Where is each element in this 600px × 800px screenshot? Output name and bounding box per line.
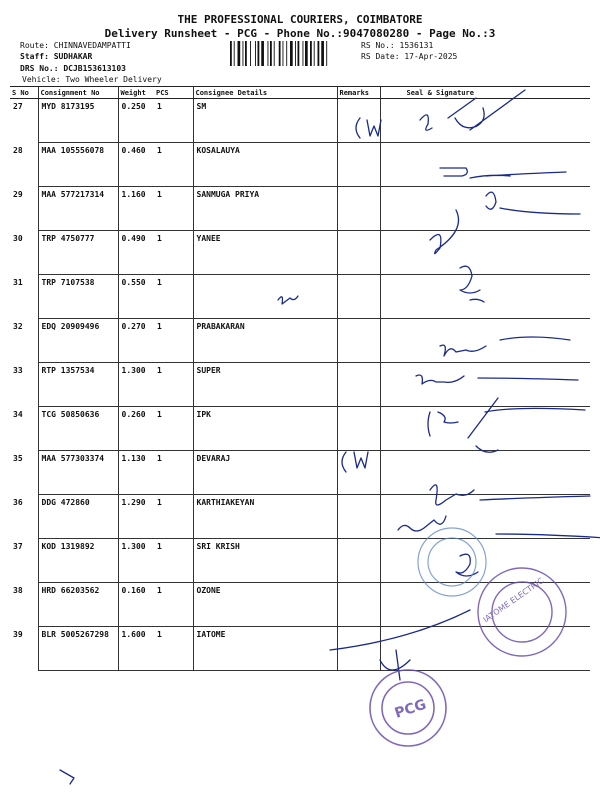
row-consignee: OZONE xyxy=(193,583,337,627)
row-consignee: SM xyxy=(193,99,337,143)
row-weight: 0.250 xyxy=(118,99,154,143)
stamp-iatome-text: IATOME ELECTRIC xyxy=(481,576,546,625)
row-consignment: RTP 1357534 xyxy=(38,363,118,407)
row-weight: 0.270 xyxy=(118,319,154,363)
col-consignee: Consignee Details xyxy=(193,87,337,99)
table-row xyxy=(10,583,590,627)
table-row xyxy=(10,451,590,495)
row-sno: 36 xyxy=(13,497,23,507)
row-seal xyxy=(380,275,590,319)
document-title: THE PROFESSIONAL COURIERS, COIMBATORE xyxy=(177,13,423,26)
rs-date-line xyxy=(361,52,457,61)
row-remarks xyxy=(337,99,380,143)
row-pcs: 1 xyxy=(154,539,193,583)
barcode-bar xyxy=(268,41,269,66)
barcode-bar xyxy=(245,41,247,66)
row-pcs: 1 xyxy=(154,99,193,143)
col-pcs: PCS xyxy=(154,87,193,99)
mark-bottom-left xyxy=(60,770,74,784)
barcode-bar xyxy=(238,41,241,66)
row-sno: 28 xyxy=(13,145,23,155)
stamp-pcg xyxy=(370,670,446,746)
row-sno: 31 xyxy=(13,277,23,287)
barcode-bar xyxy=(318,41,320,66)
row-remarks xyxy=(337,187,380,231)
row-consignment: EDQ 20909496 xyxy=(38,319,118,363)
row-consignee: KOSALAUYA xyxy=(193,143,337,187)
row-pcs: 1 xyxy=(154,627,193,671)
table-row xyxy=(10,363,590,407)
barcode-bar xyxy=(310,41,312,66)
row-sno: 29 xyxy=(13,189,23,199)
barcode-bar xyxy=(283,41,284,66)
row-consignment: TRP 7107538 xyxy=(38,275,118,319)
vehicle-label: Vehicle: xyxy=(22,75,61,84)
route-label: Route: xyxy=(20,41,49,50)
row-weight: 1.300 xyxy=(118,539,154,583)
row-sno: 39 xyxy=(13,629,23,639)
table-row xyxy=(10,275,590,319)
row-seal xyxy=(380,99,590,143)
row-remarks xyxy=(337,275,380,319)
staff-line xyxy=(20,52,92,61)
row-weight: 1.300 xyxy=(118,363,154,407)
barcode xyxy=(230,41,356,66)
row-pcs: 1 xyxy=(154,143,193,187)
barcode-bar xyxy=(326,41,327,66)
row-weight: 1.130 xyxy=(118,451,154,495)
table-row xyxy=(10,143,590,187)
row-pcs: 1 xyxy=(154,275,193,319)
row-remarks xyxy=(337,407,380,451)
row-seal xyxy=(380,231,590,275)
row-remarks xyxy=(337,583,380,627)
row-seal xyxy=(380,363,590,407)
barcode-bar xyxy=(270,41,272,66)
row-weight: 1.600 xyxy=(118,627,154,671)
barcode-bar xyxy=(286,41,287,66)
barcode-bar xyxy=(321,41,324,66)
row-seal xyxy=(380,583,590,627)
row-sno: 35 xyxy=(13,453,23,463)
row-weight: 0.490 xyxy=(118,231,154,275)
row-pcs: 1 xyxy=(154,319,193,363)
col-seal: Seal & Signature xyxy=(380,87,590,99)
drs-line xyxy=(20,64,126,73)
row-pcs: 1 xyxy=(154,407,193,451)
row-weight: 0.460 xyxy=(118,143,154,187)
row-seal xyxy=(380,407,590,451)
row-consignment: BLR 5005267298 xyxy=(38,627,118,671)
row-remarks xyxy=(337,363,380,407)
barcode-bar xyxy=(298,41,300,66)
row-consignment: MAA 577303374 xyxy=(38,451,118,495)
vehicle-line xyxy=(22,75,162,84)
barcode-bar xyxy=(303,41,304,66)
row-consignment: MAA 105556078 xyxy=(38,143,118,187)
row-consignment: TRP 4750777 xyxy=(38,231,118,275)
col-consignment: Consignment No xyxy=(38,87,118,99)
row-seal xyxy=(380,319,590,363)
barcode-bar xyxy=(250,41,251,66)
row-consignee: KARTHIAKEYAN xyxy=(193,495,337,539)
route-value: CHINNAVEDAMPATTI xyxy=(53,41,131,50)
barcode-bar xyxy=(243,41,244,66)
row-consignment: MAA 577217314 xyxy=(38,187,118,231)
row-seal xyxy=(380,627,590,671)
row-seal xyxy=(380,187,590,231)
barcode-bar xyxy=(255,41,256,66)
barcode-bar xyxy=(305,41,308,66)
col-weight: Weight xyxy=(118,87,154,99)
table-row xyxy=(10,319,590,363)
row-consignee: IATOME xyxy=(193,627,337,671)
route-line xyxy=(20,41,131,50)
col-remarks: Remarks xyxy=(337,87,380,99)
row-consignment: HRD 66203562 xyxy=(38,583,118,627)
barcode-bar xyxy=(230,41,232,66)
row-consignment: KOD 1319892 xyxy=(38,539,118,583)
barcode-bar xyxy=(234,41,235,66)
row-consignee xyxy=(193,275,337,319)
table-header-row xyxy=(10,87,590,99)
table-row xyxy=(10,627,590,671)
table-row xyxy=(10,187,590,231)
row-sno: 30 xyxy=(13,233,23,243)
row-consignee: SRI KRISH xyxy=(193,539,337,583)
row-consignment: MYD 8173195 xyxy=(38,99,118,143)
row-consignment: TCG 50850636 xyxy=(38,407,118,451)
row-sno: 33 xyxy=(13,365,23,375)
row-remarks xyxy=(337,231,380,275)
rs-no-value: 1536131 xyxy=(399,41,434,50)
row-consignee: YANEE xyxy=(193,231,337,275)
row-seal xyxy=(380,539,590,583)
row-remarks xyxy=(337,319,380,363)
rs-no-line xyxy=(361,41,433,50)
row-seal xyxy=(380,451,590,495)
row-sno: 32 xyxy=(13,321,23,331)
row-weight: 0.260 xyxy=(118,407,154,451)
barcode-bar xyxy=(274,41,275,66)
row-remarks xyxy=(337,495,380,539)
rs-date-label: RS Date: xyxy=(361,52,400,61)
row-weight: 1.160 xyxy=(118,187,154,231)
row-consignee: DEVARAJ xyxy=(193,451,337,495)
table-row xyxy=(10,99,590,143)
row-remarks xyxy=(337,143,380,187)
col-sno: S No xyxy=(10,87,38,99)
table-row xyxy=(10,495,590,539)
row-pcs: 1 xyxy=(154,583,193,627)
table-row xyxy=(10,539,590,583)
row-consignment: DDG 472860 xyxy=(38,495,118,539)
row-consignee: IPK xyxy=(193,407,337,451)
row-pcs: 1 xyxy=(154,187,193,231)
row-remarks xyxy=(337,627,380,671)
row-weight: 0.550 xyxy=(118,275,154,319)
barcode-bar xyxy=(290,41,293,66)
row-pcs: 1 xyxy=(154,495,193,539)
table-row xyxy=(10,231,590,275)
barcode-bar xyxy=(295,41,296,66)
staff-value: SUDHAKAR xyxy=(53,52,93,61)
row-weight: 0.160 xyxy=(118,583,154,627)
document-subtitle: Delivery Runsheet - PCG - Phone No.:9047080280 - Page No.:3 xyxy=(104,27,496,40)
row-sno: 27 xyxy=(13,102,23,111)
drs-label: DRS No.: xyxy=(20,64,59,73)
row-remarks xyxy=(337,539,380,583)
row-pcs: 1 xyxy=(154,451,193,495)
row-weight: 1.290 xyxy=(118,495,154,539)
barcode-bar xyxy=(279,41,281,66)
rs-date-value: 17-Apr-2025 xyxy=(404,52,458,61)
barcode-bar xyxy=(258,41,260,66)
row-sno: 38 xyxy=(13,585,23,595)
rs-no-label: RS No.: xyxy=(361,41,395,50)
runsheet-table xyxy=(10,86,590,671)
row-seal xyxy=(380,143,590,187)
row-consignee: SANMUGA PRIYA xyxy=(193,187,337,231)
row-sno: 37 xyxy=(13,541,23,551)
row-consignee: PRABAKARAN xyxy=(193,319,337,363)
vehicle-value: Two Wheeler Delivery xyxy=(65,75,162,84)
drs-value: DCJB153613103 xyxy=(63,64,126,73)
barcode-bar xyxy=(314,41,315,66)
row-sno: 34 xyxy=(13,409,23,419)
row-pcs: 1 xyxy=(154,363,193,407)
row-consignee: SUPER xyxy=(193,363,337,407)
stamp-pcg-text: PCG xyxy=(392,696,429,722)
row-seal xyxy=(380,495,590,539)
table-row xyxy=(10,407,590,451)
row-pcs: 1 xyxy=(154,231,193,275)
row-remarks xyxy=(337,451,380,495)
barcode-bar xyxy=(261,41,264,66)
staff-label: Staff: xyxy=(20,52,49,61)
